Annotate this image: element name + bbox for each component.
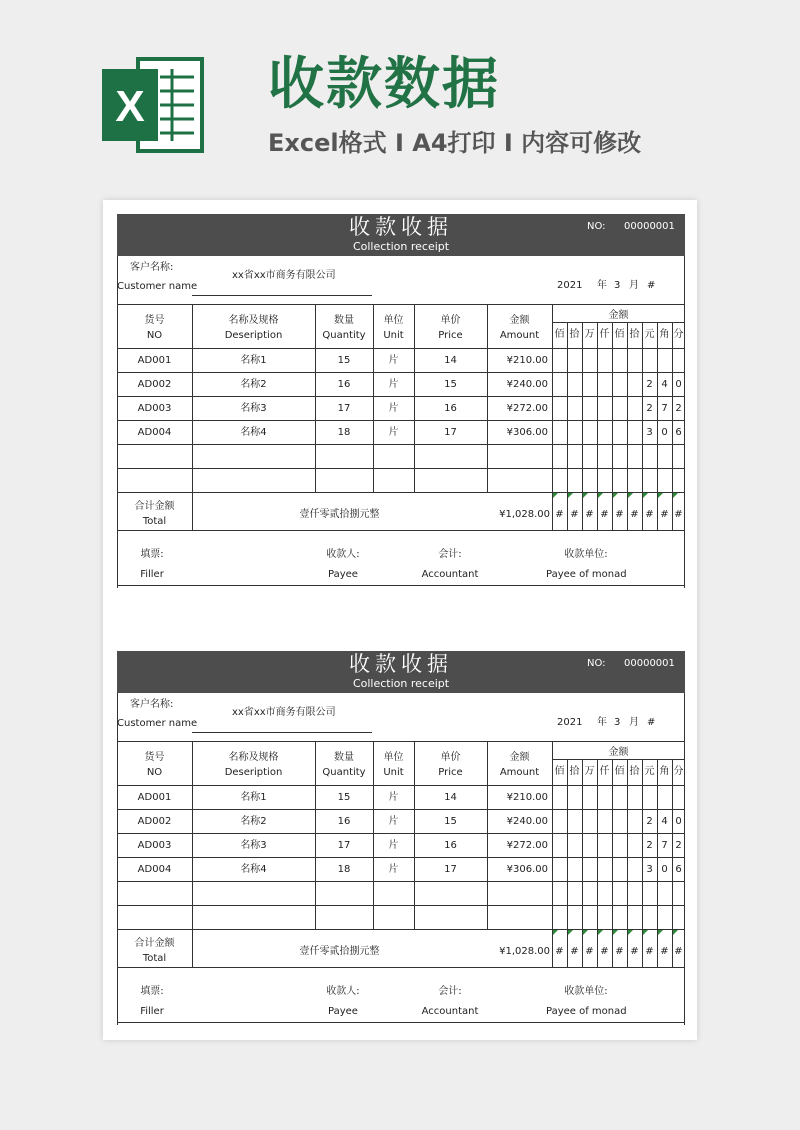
column-header-en: Unit	[383, 767, 404, 778]
cell-amount: ¥210.00	[506, 792, 548, 803]
footer-label: 填票:	[140, 986, 164, 997]
digit-header: 万	[584, 766, 595, 777]
cell-marker	[598, 493, 603, 498]
cell-marker	[568, 930, 573, 935]
cell-code: AD004	[137, 864, 172, 875]
cell-digit: 7	[661, 403, 668, 414]
rule-line	[117, 420, 685, 421]
total-label-en: Total	[142, 953, 167, 964]
cell-unit: 片	[388, 864, 399, 875]
total-digit: #	[674, 946, 683, 957]
receipt-title: 收款收据	[349, 215, 453, 239]
column-header-en: Price	[438, 330, 463, 341]
column-header: 货号	[144, 752, 165, 763]
rule-line	[642, 759, 643, 967]
rule-line	[117, 396, 685, 397]
digit-header: 佰	[554, 766, 565, 777]
cell-digit: 3	[646, 427, 653, 438]
date-year: 2021	[557, 717, 583, 728]
cell-unit: 片	[388, 816, 399, 827]
total-digit: #	[645, 509, 654, 520]
footer-label-en: Accountant	[421, 1006, 479, 1017]
total-label-en: Total	[142, 516, 167, 527]
cell-digit: 0	[675, 816, 682, 827]
cell-price: 15	[444, 816, 457, 827]
cell-marker	[628, 930, 633, 935]
column-header: 数量	[334, 315, 354, 326]
footer-label: 收款单位:	[564, 986, 608, 997]
rule-line	[117, 905, 685, 906]
customer-label-en: Customer name	[117, 718, 198, 729]
cell-code: AD002	[137, 379, 172, 390]
cell-marker	[553, 930, 558, 935]
cell-price: 16	[444, 403, 457, 414]
rule-line	[117, 741, 685, 742]
digit-header: 万	[584, 329, 595, 340]
cell-unit: 片	[388, 792, 399, 803]
receipt	[117, 214, 685, 589]
rule-line	[567, 322, 568, 530]
cell-name: 名称4	[240, 427, 267, 438]
rule-line	[684, 256, 685, 588]
total-digit: #	[630, 509, 639, 520]
digit-header: 仟	[599, 329, 610, 340]
digit-header: 仟	[599, 766, 610, 777]
footer-label: 收款单位:	[564, 549, 608, 560]
cell-digit: 2	[675, 840, 682, 851]
cell-price: 17	[444, 427, 457, 438]
customer-label-en: Customer name	[117, 281, 198, 292]
cell-digit: 2	[675, 403, 682, 414]
column-header-en: Quantity	[322, 767, 366, 778]
footer-label-en: Payee of monad	[546, 569, 627, 580]
total-words: 壹仟零贰拾捌元整	[299, 509, 380, 520]
excel-logo-icon	[100, 55, 204, 155]
cell-digit: 3	[646, 864, 653, 875]
total-digit: #	[660, 509, 669, 520]
rule-line	[117, 530, 685, 531]
column-header-en: Unit	[383, 330, 404, 341]
total-digit: #	[585, 509, 594, 520]
footer-label-en: Payee	[328, 1006, 358, 1017]
cell-qty: 17	[337, 840, 351, 851]
customer-name: xx省xx市商务有限公司	[232, 707, 336, 718]
rule-line	[487, 741, 488, 929]
total-digit: #	[660, 946, 669, 957]
cell-name: 名称2	[240, 816, 267, 827]
cell-digit: 6	[675, 864, 682, 875]
cell-digit: 0	[661, 864, 668, 875]
digit-header: 角	[659, 766, 670, 777]
date-year-unit: 年	[597, 280, 607, 291]
rule-line	[597, 322, 598, 530]
total-digit: #	[615, 509, 624, 520]
digit-header: 元	[644, 329, 655, 340]
rule-line	[582, 759, 583, 967]
column-header-en: Deseription	[224, 330, 283, 341]
cell-name: 名称3	[240, 840, 267, 851]
cell-qty: 16	[337, 816, 351, 827]
cell-code: AD003	[137, 840, 172, 851]
digit-header: 分	[673, 766, 684, 777]
rule-line	[487, 304, 488, 492]
cell-price: 16	[444, 840, 457, 851]
rule-line	[117, 348, 685, 349]
rule-line	[552, 759, 685, 760]
rule-line	[117, 833, 685, 834]
footer-label: 收款人:	[326, 986, 360, 997]
rule-line	[612, 322, 613, 530]
total-digit: #	[645, 946, 654, 957]
cell-name: 名称4	[240, 864, 267, 875]
column-header-en: Deseription	[224, 767, 283, 778]
cell-marker	[658, 930, 663, 935]
receipt-title-en: Collection receipt	[352, 677, 450, 690]
rule-line	[117, 857, 685, 858]
digit-header: 佰	[614, 766, 625, 777]
cell-marker	[673, 493, 678, 498]
cell-price: 15	[444, 379, 457, 390]
cell-price: 14	[444, 355, 457, 366]
total-words: 壹仟零贰拾捌元整	[299, 946, 380, 957]
cell-code: AD003	[137, 403, 172, 414]
column-header: 数量	[334, 752, 354, 763]
rule-line	[684, 693, 685, 1025]
total-label: 合计金额	[134, 938, 175, 949]
rule-line	[627, 322, 628, 530]
cell-code: AD001	[137, 355, 172, 366]
cell-amount: ¥272.00	[506, 840, 548, 851]
footer-label: 会计:	[438, 549, 462, 560]
column-header: 单价	[440, 315, 461, 326]
customer-label: 客户名称:	[130, 262, 174, 273]
total-digit: #	[555, 509, 564, 520]
footer-label: 收款人:	[326, 549, 360, 560]
column-header: 名称及规格	[228, 315, 279, 326]
cell-amount: ¥306.00	[506, 864, 548, 875]
cell-unit: 片	[388, 427, 399, 438]
column-header-en: Amount	[499, 330, 540, 341]
column-header: 金额	[608, 310, 629, 321]
date-day-unit: #	[647, 280, 656, 291]
cell-code: AD002	[137, 816, 172, 827]
cell-marker	[583, 930, 588, 935]
cell-marker	[583, 493, 588, 498]
cell-qty: 16	[337, 379, 351, 390]
cell-name: 名称3	[240, 403, 267, 414]
digit-header: 拾	[629, 766, 640, 777]
footer-label-en: Filler	[140, 1006, 164, 1017]
cell-name: 名称1	[240, 355, 267, 366]
total-digit: #	[570, 946, 579, 957]
total-digit: #	[555, 946, 564, 957]
rule-line	[192, 295, 372, 296]
cell-name: 名称1	[240, 792, 267, 803]
rule-line	[612, 759, 613, 967]
cell-amount: ¥240.00	[506, 816, 548, 827]
cell-marker	[628, 493, 633, 498]
cell-qty: 15	[337, 792, 351, 803]
cell-digit: 4	[661, 816, 668, 827]
total-amount: ¥1,028.00	[499, 946, 550, 957]
cell-marker	[568, 493, 573, 498]
total-digit: #	[600, 509, 609, 520]
receipt-title-en: Collection receipt	[352, 240, 450, 253]
total-digit: #	[585, 946, 594, 957]
cell-digit: 4	[661, 379, 668, 390]
receipt-no: 00000001	[624, 221, 675, 232]
cell-marker	[658, 493, 663, 498]
cell-digit: 2	[646, 403, 653, 414]
rule-line	[627, 759, 628, 967]
digit-header: 角	[659, 329, 670, 340]
digit-header: 分	[673, 329, 684, 340]
cell-marker	[673, 930, 678, 935]
receipt-no-label: NO:	[587, 221, 606, 232]
column-header-en: Price	[438, 767, 463, 778]
column-header: 单位	[383, 315, 404, 326]
cell-unit: 片	[388, 379, 399, 390]
rule-line	[315, 741, 316, 929]
column-header-en: NO	[146, 330, 163, 341]
date-month-unit: 月	[629, 280, 639, 291]
digit-header: 拾	[569, 329, 580, 340]
footer-label: 填票:	[140, 549, 164, 560]
rule-line	[414, 304, 415, 492]
rule-line	[117, 468, 685, 469]
rule-line	[192, 732, 372, 733]
column-header: 单价	[440, 752, 461, 763]
date-day-unit: #	[647, 717, 656, 728]
cell-digit: 7	[661, 840, 668, 851]
rule-line	[552, 304, 553, 530]
total-amount: ¥1,028.00	[499, 509, 550, 520]
receipt-header	[117, 214, 685, 256]
cell-digit: 2	[646, 840, 653, 851]
cell-qty: 18	[337, 427, 351, 438]
page-subtitle: Excel格式 I A4打印 I 内容可修改	[268, 129, 642, 157]
rule-line	[414, 741, 415, 929]
cell-amount: ¥210.00	[506, 355, 548, 366]
column-header: 金额	[608, 747, 629, 758]
receipt-header	[117, 651, 685, 693]
rule-line	[117, 444, 685, 445]
rule-line	[373, 304, 374, 492]
footer-label: 会计:	[438, 986, 462, 997]
total-digit: #	[570, 509, 579, 520]
rule-line	[672, 322, 673, 530]
cell-amount: ¥306.00	[506, 427, 548, 438]
rule-line	[117, 372, 685, 373]
date-month: 3	[614, 717, 621, 728]
cell-name: 名称2	[240, 379, 267, 390]
rule-line	[192, 304, 193, 530]
cell-unit: 片	[388, 403, 399, 414]
rule-line	[552, 741, 553, 967]
cell-digit: 6	[675, 427, 682, 438]
cell-digit: 2	[646, 379, 653, 390]
cell-qty: 15	[337, 355, 351, 366]
cell-digit: 2	[646, 816, 653, 827]
total-digit: #	[630, 946, 639, 957]
column-header: 金额	[509, 752, 530, 763]
cell-marker	[643, 930, 648, 935]
cell-digit: 0	[675, 379, 682, 390]
rule-line	[672, 759, 673, 967]
footer-label-en: Accountant	[421, 569, 479, 580]
rule-line	[192, 741, 193, 967]
cell-marker	[598, 930, 603, 935]
paper-sheet	[103, 200, 697, 1040]
banner	[0, 0, 800, 190]
footer-label-en: Filler	[140, 569, 164, 580]
cell-qty: 17	[337, 403, 351, 414]
date-month-unit: 月	[629, 717, 639, 728]
column-header: 单位	[383, 752, 404, 763]
rule-line	[373, 741, 374, 929]
cell-amount: ¥240.00	[506, 379, 548, 390]
cell-unit: 片	[388, 840, 399, 851]
rule-line	[117, 693, 118, 1025]
cell-digit: 0	[661, 427, 668, 438]
rule-line	[642, 322, 643, 530]
column-header-en: Quantity	[322, 330, 366, 341]
cell-marker	[613, 930, 618, 935]
rule-line	[552, 322, 685, 323]
cell-marker	[613, 493, 618, 498]
cell-price: 17	[444, 864, 457, 875]
receipt	[117, 651, 685, 1026]
column-header-en: Amount	[499, 767, 540, 778]
total-label: 合计金额	[134, 501, 175, 512]
rule-line	[117, 256, 118, 588]
footer-label-en: Payee of monad	[546, 1006, 627, 1017]
receipt-no-label: NO:	[587, 658, 606, 669]
rule-line	[582, 322, 583, 530]
receipt-title: 收款收据	[349, 652, 453, 676]
rule-line	[117, 585, 685, 586]
cell-unit: 片	[388, 355, 399, 366]
rule-line	[117, 1022, 685, 1023]
rule-line	[117, 881, 685, 882]
digit-header: 拾	[629, 329, 640, 340]
cell-qty: 18	[337, 864, 351, 875]
cell-amount: ¥272.00	[506, 403, 548, 414]
total-digit: #	[600, 946, 609, 957]
rule-line	[117, 785, 685, 786]
cell-marker	[643, 493, 648, 498]
cell-code: AD004	[137, 427, 172, 438]
rule-line	[315, 304, 316, 492]
logo-letter: X	[115, 82, 145, 131]
digit-header: 拾	[569, 766, 580, 777]
column-header: 金额	[509, 315, 530, 326]
digit-header: 佰	[554, 329, 565, 340]
rule-line	[657, 759, 658, 967]
rule-line	[117, 967, 685, 968]
rule-line	[597, 759, 598, 967]
customer-name: xx省xx市商务有限公司	[232, 270, 336, 281]
date-year: 2021	[557, 280, 583, 291]
total-digit: #	[615, 946, 624, 957]
column-header-en: NO	[146, 767, 163, 778]
cell-code: AD001	[137, 792, 172, 803]
rule-line	[117, 304, 685, 305]
digit-header: 元	[644, 766, 655, 777]
rule-line	[657, 322, 658, 530]
column-header: 货号	[144, 315, 165, 326]
customer-label: 客户名称:	[130, 699, 174, 710]
cell-price: 14	[444, 792, 457, 803]
cell-marker	[553, 493, 558, 498]
rule-line	[117, 809, 685, 810]
total-digit: #	[674, 509, 683, 520]
rule-line	[567, 759, 568, 967]
footer-label-en: Payee	[328, 569, 358, 580]
date-month: 3	[614, 280, 621, 291]
column-header: 名称及规格	[228, 752, 279, 763]
page-title: 收款数据	[268, 52, 500, 117]
receipt-no: 00000001	[624, 658, 675, 669]
digit-header: 佰	[614, 329, 625, 340]
date-year-unit: 年	[597, 717, 607, 728]
